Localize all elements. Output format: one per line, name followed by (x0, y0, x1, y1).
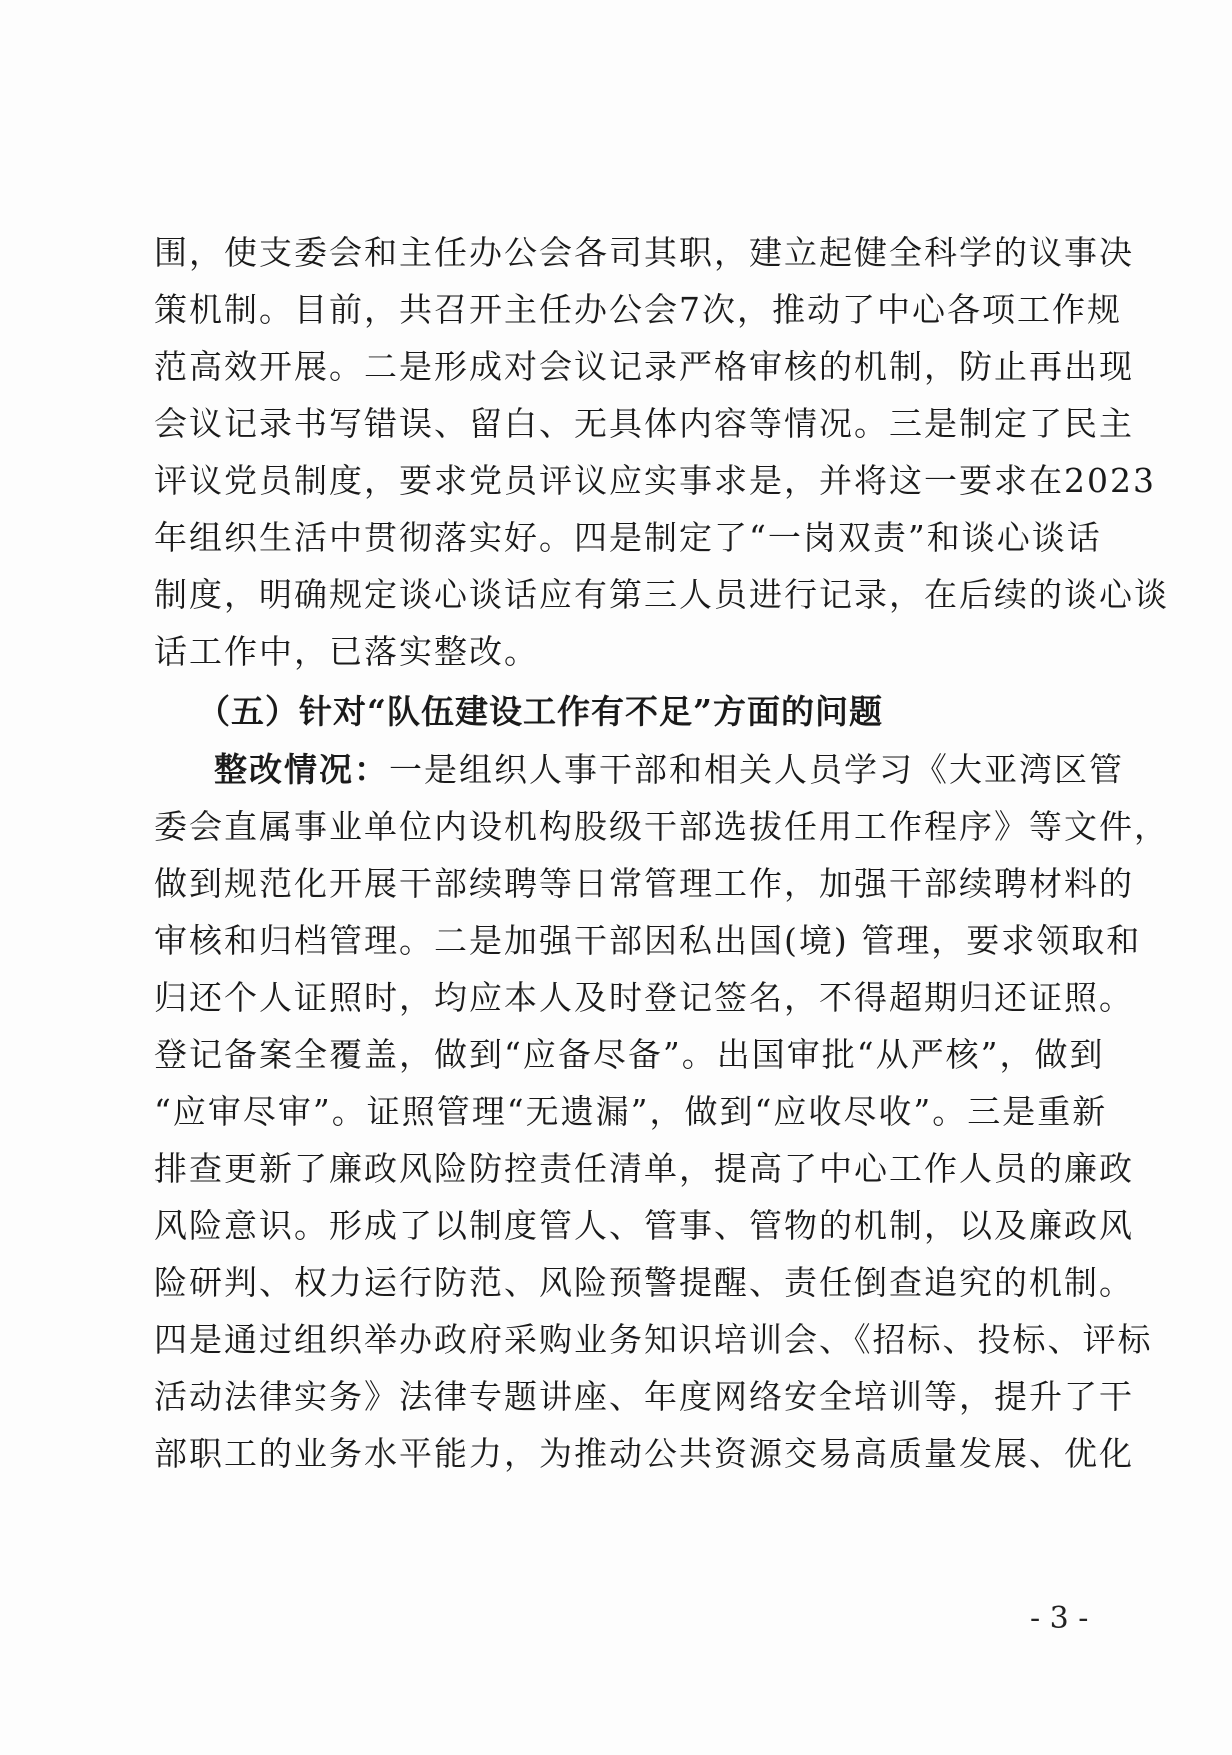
body-text-line: 部职工的业务水平能力，为推动公共资源交易高质量发展、优化 (154, 1434, 1134, 1473)
section-first-line-text: 一是组织人事干部和相关人员学习《大亚湾区管 (389, 750, 1124, 789)
body-text-line: 四是通过组织举办政府采购业务知识培训会、《招标、投标、评标 (154, 1320, 1153, 1359)
section-heading: （五）针对“队伍建设工作有不足”方面的问题 (197, 692, 883, 731)
section-label: 整改情况： (214, 750, 389, 789)
body-text-line: 活动法律实务》法律专题讲座、年度网络安全培训等，提升了干 (154, 1377, 1134, 1416)
page-number: - 3 - (1030, 1601, 1089, 1636)
body-text-line: 归还个人证照时，均应本人及时登记签名，不得超期归还证照。 (154, 978, 1134, 1017)
body-text-line: 策机制。目前，共召开主任办公会7次，推动了中心各项工作规 (154, 290, 1122, 329)
body-text-line: 委会直属事业单位内设机构股级干部选拔任用工作程序》等文件， (154, 807, 1169, 846)
body-text-line: 年组织生活中贯彻落实好。四是制定了“一岗双责”和谈心谈话 (154, 518, 1102, 557)
body-text-line: 话工作中，已落实整改。 (154, 632, 539, 671)
section-first-line (214, 741, 1124, 799)
body-text-line: “应审尽审”。证照管理“无遗漏”，做到“应收尽收”。三是重新 (154, 1092, 1108, 1131)
body-text-line: 会议记录书写错误、留白、无具体内容等情况。三是制定了民主 (154, 404, 1134, 443)
body-text-line: 险研判、权力运行防范、风险预警提醒、责任倒查追究的机制。 (154, 1263, 1134, 1302)
body-text-line: 审核和归档管理。二是加强干部因私出国(境) 管理，要求领取和 (154, 921, 1142, 960)
body-text-line: 登记备案全覆盖，做到“应备尽备”。出国审批“从严核”，做到 (154, 1035, 1105, 1074)
body-text-line: 评议党员制度，要求党员评议应实事求是，并将这一要求在2023 (154, 461, 1156, 500)
body-text-line: 做到规范化开展干部续聘等日常管理工作，加强干部续聘材料的 (154, 864, 1134, 903)
body-text-line: 范高效开展。二是形成对会议记录严格审核的机制，防止再出现 (154, 347, 1134, 386)
body-text-line: 风险意识。形成了以制度管人、管事、管物的机制，以及廉政风 (154, 1206, 1134, 1245)
body-text-line: 排查更新了廉政风险防控责任清单，提高了中心工作人员的廉政 (154, 1149, 1134, 1188)
body-text-line: 围，使支委会和主任办公会各司其职，建立起健全科学的议事决 (154, 233, 1134, 272)
body-text-line: 制度，明确规定谈心谈话应有第三人员进行记录，在后续的谈心谈 (154, 575, 1169, 614)
